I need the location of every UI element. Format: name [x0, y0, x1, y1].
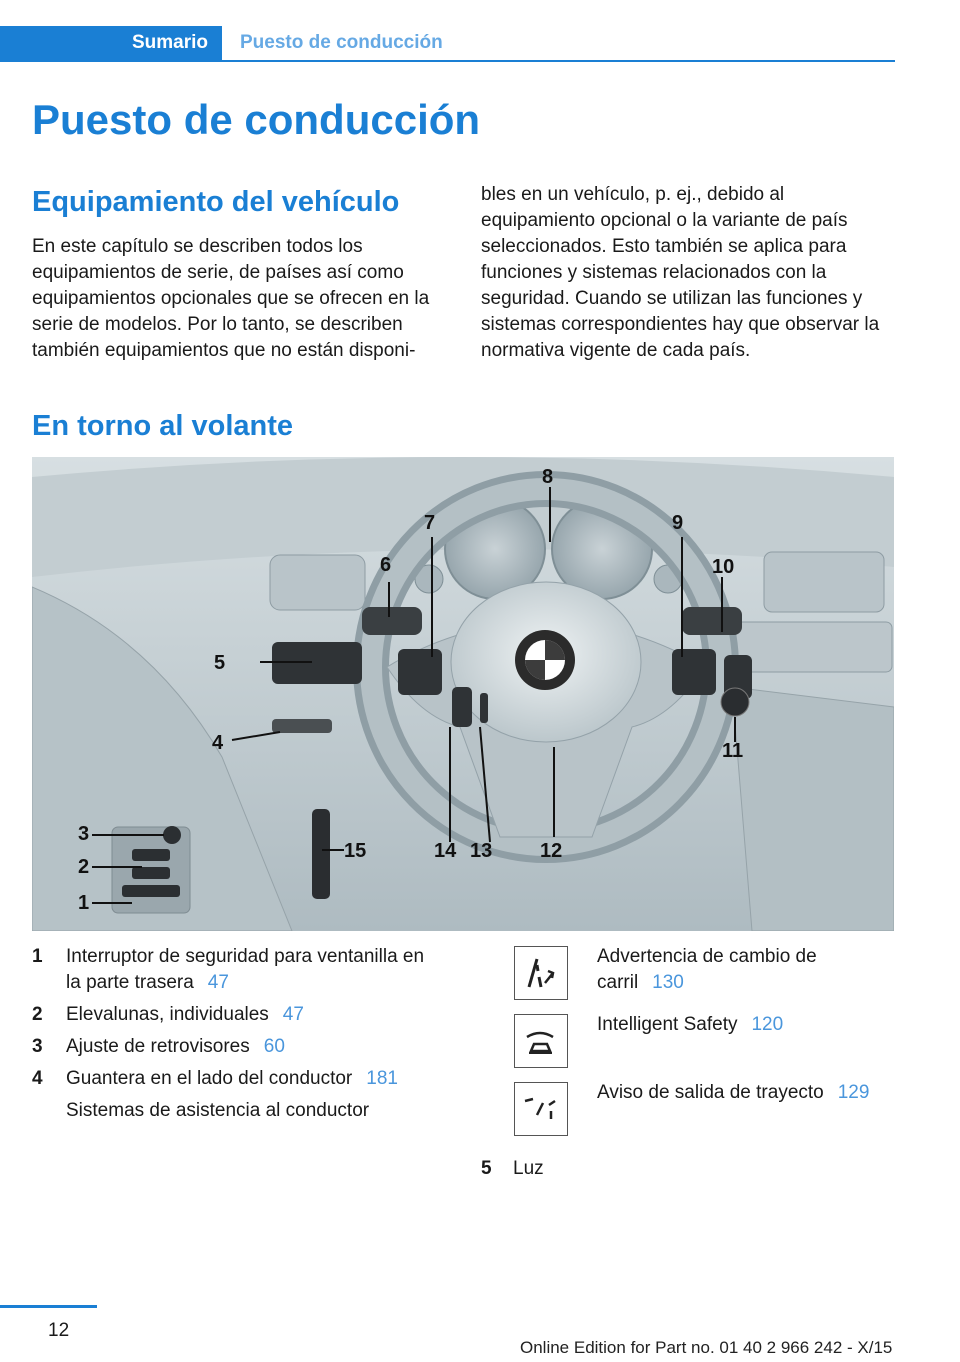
callout-8: 8	[542, 466, 554, 488]
legend-text: Elevalunas, individuales	[66, 1004, 269, 1025]
legend-text: Aviso de salida de trayecto 129	[597, 1082, 870, 1103]
callout-14: 14	[434, 840, 457, 862]
driver-assistance-subheading: Sistemas de asistencia al conductor	[66, 1100, 370, 1121]
section-title-steering: En torno al volante	[32, 410, 294, 442]
tab-current-section[interactable]: Puesto de conducción	[240, 32, 443, 53]
callout-10: 10	[712, 556, 735, 578]
legend-icon-row	[481, 1012, 896, 1080]
callout-4: 4	[212, 732, 224, 754]
cockpit-illustration	[32, 457, 894, 931]
equipment-text-col2: bles en un vehículo, p. ej., debido al equipamiento opcional o la variante de país seleccionados. Esto también se aplica para funciones y sistemas relacionados con la seguridad. Cuando se utilizan las funciones y sistemas correspondientes hay que observar la normativa vigente de cada país.	[481, 184, 880, 361]
page-link[interactable]: 130	[652, 972, 684, 993]
page-link[interactable]: 120	[751, 1014, 784, 1035]
legend-item-5	[481, 1156, 544, 1182]
callout-15: 15	[344, 840, 367, 862]
edition-text: Online Edition for Part no. 01 40 2 966 242 - X/15	[520, 1338, 893, 1357]
lane-departure-icon	[514, 1082, 568, 1136]
callout-12: 12	[540, 840, 563, 862]
page-link[interactable]: 47	[282, 1004, 304, 1025]
tab-summary[interactable]: Sumario	[0, 26, 222, 60]
legend-right	[481, 944, 896, 1148]
legend-text: Ajuste de retrovisores	[66, 1036, 250, 1057]
legend-number: 1	[32, 946, 43, 967]
legend-text: Luz	[513, 1158, 544, 1179]
footer-rule	[0, 1305, 97, 1308]
header-bar	[0, 26, 895, 62]
page-number: 12	[48, 1320, 70, 1341]
wiper-stalk	[682, 607, 742, 635]
legend-item-2	[32, 1002, 442, 1028]
callout-13: 13	[470, 840, 493, 862]
legend-icon-row	[481, 944, 896, 1012]
page-title: Puesto de conducción	[32, 96, 481, 143]
start-stop-button	[721, 688, 749, 716]
page-link[interactable]: 129	[837, 1082, 870, 1103]
legend-text: Advertencia de cambio de carril 130	[597, 946, 817, 993]
callout-3: 3	[78, 823, 90, 845]
legend-text: Guantera en el lado del conductor	[66, 1068, 353, 1089]
steering-wheel-figure	[32, 457, 894, 931]
callout-1: 1	[78, 892, 90, 914]
legend-text: Interruptor de seguridad para ventanilla en la parte trasera	[66, 946, 425, 993]
legend-item-3	[32, 1034, 442, 1060]
legend-icon-row	[481, 1080, 896, 1148]
callout-11: 11	[722, 740, 744, 762]
callout-2: 2	[78, 856, 90, 878]
legend-number: 4	[32, 1068, 43, 1089]
callout-6: 6	[380, 554, 392, 576]
legend-text: Intelligent Safety 120	[597, 1014, 784, 1035]
lane-change-warning-icon	[514, 946, 568, 1000]
callout-5: 5	[214, 652, 226, 674]
legend-item-1	[32, 944, 442, 996]
page-link[interactable]: 181	[366, 1068, 398, 1089]
turn-signal-stalk	[362, 607, 422, 635]
legend-number: 5	[481, 1158, 492, 1179]
legend-number: 3	[32, 1036, 43, 1057]
page-link[interactable]: 60	[263, 1036, 285, 1057]
intelligent-safety-icon	[514, 1014, 568, 1068]
page-link[interactable]: 47	[207, 972, 229, 993]
callout-7: 7	[424, 512, 436, 534]
callout-9: 9	[672, 512, 684, 534]
legend-number: 2	[32, 1004, 43, 1025]
legend-left	[32, 944, 442, 1124]
legend-item-4	[32, 1066, 442, 1092]
header-rule	[0, 60, 895, 62]
equipment-text-col1: En este capítulo se describen todos los equipamientos de serie, de países así como equipamientos opcionales que se ofrecen en la serie de modelos. Por lo tanto, se describen también equipamientos que no están disponi-	[32, 236, 430, 361]
bmw-logo-icon	[515, 630, 575, 690]
section-title-equipment: Equipamiento del vehículo	[32, 186, 400, 218]
